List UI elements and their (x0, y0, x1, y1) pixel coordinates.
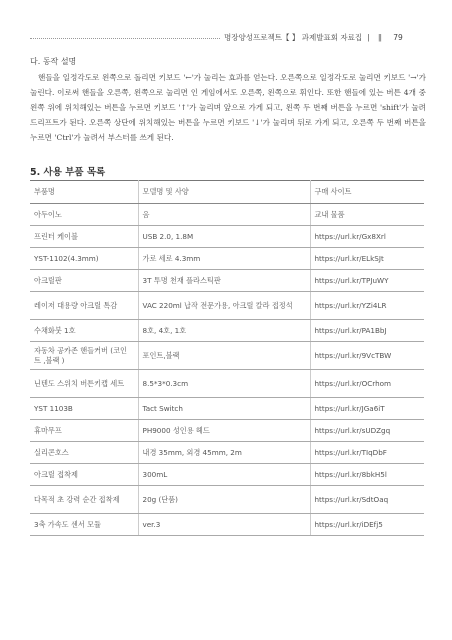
cell-part-name: 닌텐도 스위치 버튼키캡 세트 (30, 370, 138, 398)
header-separator-double: ǁ (378, 33, 382, 42)
cell-part-name: 휴마무프 (30, 420, 138, 442)
cell-purchase-site: https://url.kr/Gx8Xrl (310, 226, 424, 248)
table-row (30, 226, 424, 248)
cell-part-name: YST-1102(4.3mm) (30, 248, 138, 270)
table-row (30, 292, 424, 320)
table-row (30, 342, 424, 370)
column-header-part: 부품명 (30, 181, 138, 204)
cell-model-spec: 가로 세로 4.3mm (138, 248, 310, 270)
cell-model-spec: PH9000 성인용 헤드 (138, 420, 310, 442)
cell-part-name: 다목적 초 강력 순간 접착제 (30, 486, 138, 514)
cell-purchase-site: https://url.kr/SdtOaq (310, 486, 424, 514)
table-row (30, 464, 424, 486)
header-dotted-rule (30, 38, 220, 39)
cell-model-spec: 3T 투명 천재 플라스틱판 (138, 270, 310, 292)
cell-model-spec: 옴 (138, 204, 310, 226)
cell-purchase-site: https://url.kr/OCrhom (310, 370, 424, 398)
table-row (30, 370, 424, 398)
cell-part-name: 프린터 케이블 (30, 226, 138, 248)
cell-model-spec: 20g (단품) (138, 486, 310, 514)
cell-purchase-site: https://url.kr/TPJuWY (310, 270, 424, 292)
cell-model-spec: USB 2.0, 1.8M (138, 226, 310, 248)
table-header-row (30, 181, 424, 204)
header-bracket: 】 (291, 33, 300, 42)
cell-purchase-site: https://url.kr/YZi4LR (310, 292, 424, 320)
table-row (30, 270, 424, 292)
cell-model-spec: 포인트,블랙 (138, 342, 310, 370)
table-row (30, 398, 424, 420)
table-row (30, 420, 424, 442)
header-subtitle: 과제발표회 자료집 (301, 33, 363, 42)
table-row (30, 486, 424, 514)
description-paragraph: 핸들을 일정각도로 왼쪽으로 돌리면 키보드 '←'가 눌리는 효과를 얻는다. 오른쪽으로 일정각도로 눌리면 키보드 '→'가 눌린다. 이로써 핸들을 오른쪽, 왼쪽으로 눌리면 인 게임에서도 오른쪽, 왼쪽으로 휘인다. 또한 핸들에 있는 버튼 4개 중 왼쪽 위에 위치해있는 버튼을 누르면 키보드 '↑'가 눌리며 앞으로 가게 되고, 왼쪽 두 번째 버튼을 누르면 'shift'가 눌려 드리프트가 된다. 오른쪽 상단에 위치해있는 버튼을 누르면 키보드 '↓'가 눌리며 뒤로 가게 되고, 오른쪽 두 번째 버튼을 누르면 'Ctrl'가 눌려서 부스터를 쓰게 된다. (30, 73, 426, 142)
operation-description (30, 70, 426, 145)
table-row (30, 514, 424, 536)
column-header-model: 모델명 및 사양 (138, 181, 310, 204)
cell-model-spec: 내경 35mm, 외경 45mm, 2m (138, 442, 310, 464)
subsection-heading: 다. 동작 설명 (30, 57, 77, 66)
cell-part-name: 레이저 대용량 아크릴 톡감 (30, 292, 138, 320)
cell-model-spec: 8.5*3*0.3cm (138, 370, 310, 398)
header-title: 명장양성프로젝트【 (224, 33, 290, 42)
header-separator: ǀ (367, 33, 370, 42)
cell-purchase-site: https://url.kr/TIqDbF (310, 442, 424, 464)
cell-model-spec: 8호, 4호, 1호 (138, 320, 310, 342)
section-title: 5. 사용 부품 목록 (30, 167, 106, 178)
cell-model-spec: 300mL (138, 464, 310, 486)
cell-purchase-site: https://url.kr/sUDZgq (310, 420, 424, 442)
running-header (224, 32, 403, 43)
table-row (30, 320, 424, 342)
cell-part-name: 아두이노 (30, 204, 138, 226)
table-row (30, 204, 424, 226)
table-row (30, 248, 424, 270)
cell-part-name: 아크릴 접착제 (30, 464, 138, 486)
parts-table (30, 180, 424, 536)
cell-purchase-site: https://url.kr/8bkH5l (310, 464, 424, 486)
cell-purchase-site: 교내 물품 (310, 204, 424, 226)
cell-part-name: 자동차 공카존 핸들커버 (코인트 ,블랙 ) (30, 342, 138, 370)
cell-purchase-site: https://url.kr/iDEfj5 (310, 514, 424, 536)
page-number: 79 (393, 33, 403, 42)
column-header-site: 구매 사이트 (310, 181, 424, 204)
cell-part-name: 아크릴판 (30, 270, 138, 292)
cell-model-spec: ver.3 (138, 514, 310, 536)
cell-part-name: 3축 가속도 센서 모듈 (30, 514, 138, 536)
cell-purchase-site: https://url.kr/JGa6iT (310, 398, 424, 420)
table-row (30, 442, 424, 464)
cell-part-name: 수채화붓 1호 (30, 320, 138, 342)
cell-purchase-site: https://url.kr/PA1BbJ (310, 320, 424, 342)
cell-purchase-site: https://url.kr/ELkSJt (310, 248, 424, 270)
cell-model-spec: VAC 220ml 납작 전문가용, 아크릴 칼라 접정석 (138, 292, 310, 320)
cell-part-name: YST 1103B (30, 398, 138, 420)
cell-purchase-site: https://url.kr/9VcTBW (310, 342, 424, 370)
cell-model-spec: Tact Switch (138, 398, 310, 420)
cell-part-name: 실리콘호스 (30, 442, 138, 464)
